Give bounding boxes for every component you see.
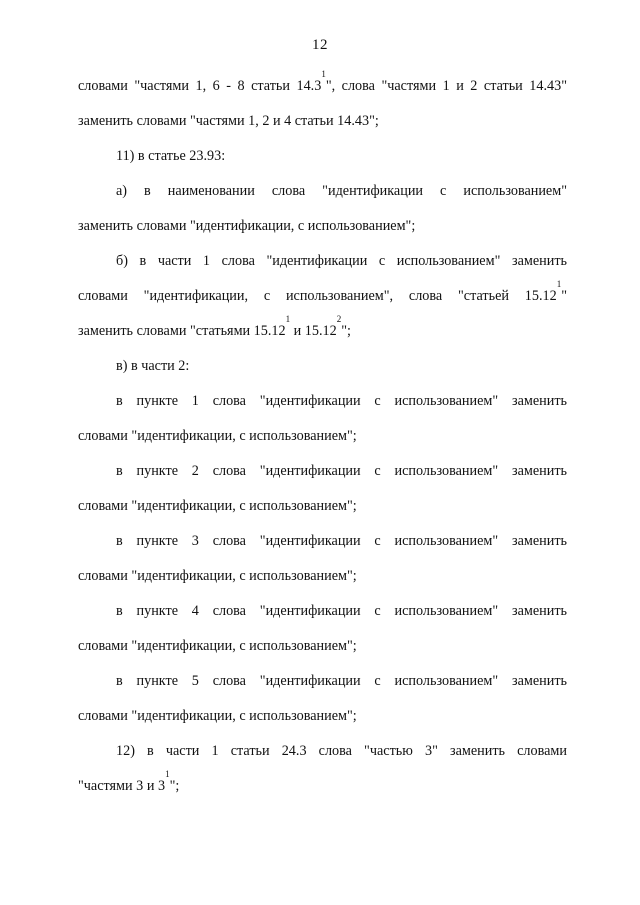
list-item-heading: 11) в статье 23.93: xyxy=(116,148,226,164)
text-line: в пункте 3 слова "идентификации с использованием" заменить xyxy=(116,533,567,549)
list-item-heading: в) в части 2: xyxy=(116,358,190,374)
text-line: словами "частями 1, 6 - 8 статьи 14.3$^1$", слова "частями 1 и 2 статьи 14.43" xyxy=(78,69,567,94)
page-number: 12 xyxy=(312,37,328,53)
text-line: словами "идентификации, с использованием"; xyxy=(78,428,357,444)
text-line: словами "идентификации, с использованием"; xyxy=(78,568,357,584)
superscript: 1 xyxy=(556,279,562,289)
superscript: 1 xyxy=(321,69,326,79)
superscript: 2 xyxy=(336,314,342,324)
text-line: словами "идентификации, с использованием"; xyxy=(78,498,357,514)
text-line: в пункте 4 слова "идентификации с использованием" заменить xyxy=(116,603,567,619)
text-line: в пункте 1 слова "идентификации с использованием" заменить xyxy=(116,393,567,409)
superscript: 1 xyxy=(285,314,291,324)
text-line: а) в наименовании слова "идентификации с использованием" xyxy=(116,183,567,199)
text-line: заменить словами "идентификации, с использованием"; xyxy=(78,218,416,234)
text-line: словами "идентификации, с использованием"; xyxy=(78,708,357,724)
text-line: б) в части 1 слова "идентификации с использованием" заменить xyxy=(116,253,567,269)
text-line: заменить словами "частями 1, 2 и 4 статьи 14.43"; xyxy=(78,113,379,129)
text-line: "частями 3 и $3^1$"; xyxy=(78,769,180,794)
text-line: заменить словами "статьями 15.12$^1$ и 15.12$^2$"; xyxy=(78,314,351,339)
text-line: словами "идентификации, с использованием"; xyxy=(78,638,357,654)
text-line: 12) в части 1 статьи 24.3 слова "частью 3" заменить словами xyxy=(116,743,567,759)
text-line: словами "идентификации, с использованием", слова "статьей 15.12$^1$" xyxy=(78,279,567,304)
text-line: в пункте 2 слова "идентификации с использованием" заменить xyxy=(116,463,567,479)
text-line: в пункте 5 слова "идентификации с использованием" заменить xyxy=(116,673,567,689)
superscript: 1 xyxy=(165,769,170,779)
